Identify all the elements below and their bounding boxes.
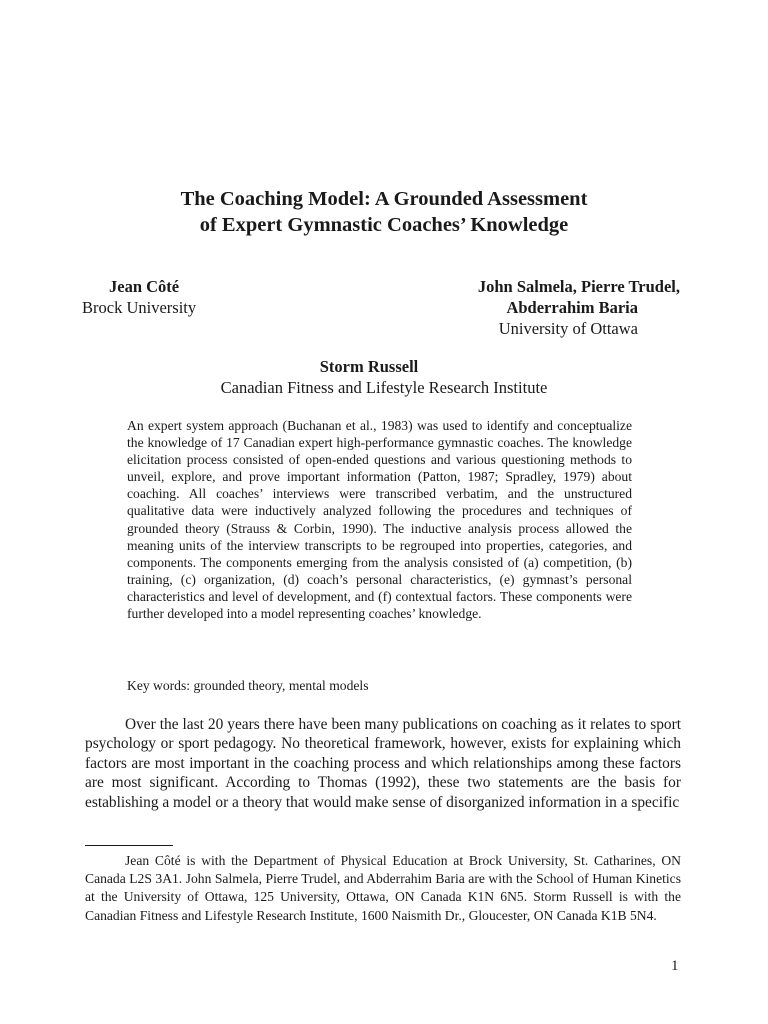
author-names-line-2: Abderrahim Baria xyxy=(506,298,638,317)
body-paragraph: Over the last 20 years there have been many publications on coaching as it relates to sport psychology or sport pedagogy. No theoretical framework, however, exists for explaining which factors are most important in the coaching process and which relationships among these factors are most significant. According to Thomas (1992), these two statements are the basis for establishing a model or a theory that would make sense of disorganized information in a specific xyxy=(85,716,681,811)
author-affiliation: University of Ottawa xyxy=(498,319,638,338)
author-block-cote xyxy=(82,276,282,318)
title-line-1: The Coaching Model: A Grounded Assessment xyxy=(180,188,588,210)
keywords: Key words: grounded theory, mental models xyxy=(127,678,369,693)
author-affiliation: Brock University xyxy=(82,298,197,317)
page-number: 1 xyxy=(671,958,679,974)
footnote-divider xyxy=(85,845,173,846)
author-block-ottawa xyxy=(380,276,680,339)
paper-title xyxy=(0,186,768,238)
abstract: An expert system approach (Buchanan et al., 1983) was used to identify and conceptualize the knowledge of 17 Canadian expert high-performance gymnastic coaches. The knowledge elicitation process consisted of open-ended questions and various questioning methods to unveil, explore, and prove important information (Patton, 1987; Spradley, 1979) about coaching. All coaches’ interviews were transcribed verbatim, and the unstructured qualitative data were inductively analyzed following the procedures and techniques of grounded theory (Strauss & Corbin, 1990). The inductive analysis process allowed the meaning units of the interview transcripts to be regrouped into properties, categories, and components. The components emerging from the analysis consisted of (a) competition, (b) training, (c) organization, (d) coach’s personal characteristics, (e) gymnast’s personal characteristics and level of development, and (f) contextual factors. These components were further developed into a model representing coaches’ knowledge. xyxy=(127,418,632,622)
author-footnote: Jean Côté is with the Department of Physical Education at Brock University, St. Catharines, ON Canada L2S 3A1. John Salmela, Pierre Trudel, and Abderrahim Baria are with the School of Human Kinetics at the University of Ottawa, 125 University, Ottawa, ON Canada K1N 6N5. Storm Russell is with the Canadian Fitness and Lifestyle Research Institute, 1600 Naismith Dr., Gloucester, ON Canada K1B 5N4. xyxy=(85,853,681,923)
author-block-russell xyxy=(0,356,768,398)
title-line-2: of Expert Gymnastic Coaches’ Knowledge xyxy=(199,214,569,236)
author-name: Storm Russell xyxy=(319,357,419,376)
author-name: Jean Côté xyxy=(109,277,180,296)
author-affiliation: Canadian Fitness and Lifestyle Research Institute xyxy=(220,378,548,397)
author-names-line-1: John Salmela, Pierre Trudel, xyxy=(477,277,680,296)
